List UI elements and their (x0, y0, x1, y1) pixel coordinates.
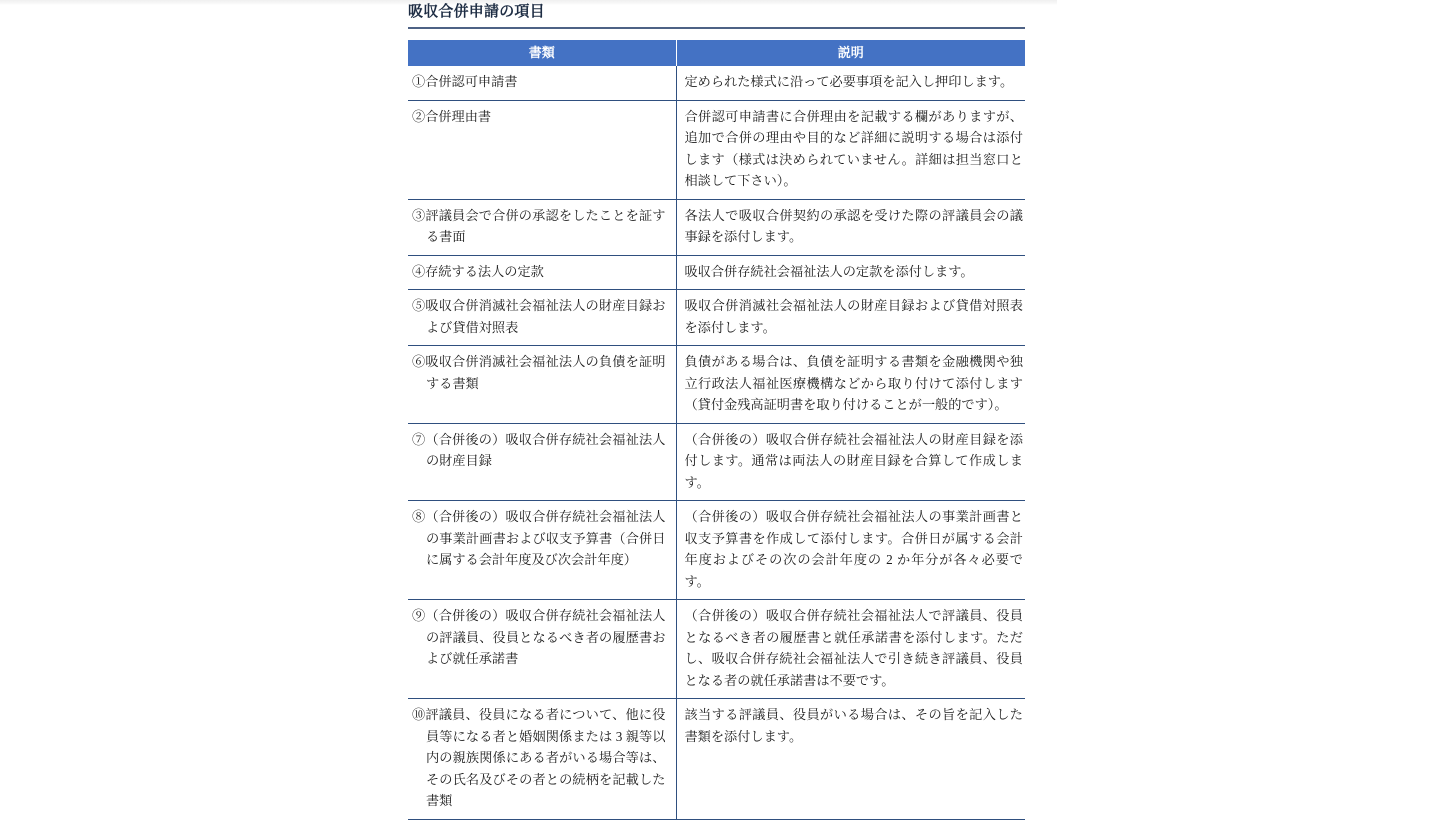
cell-description (676, 501, 1025, 600)
table-row (408, 100, 1025, 199)
cell-description (676, 423, 1025, 501)
description-text: 各法人で吸収合併契約の承認を受けた際の評議員会の議事録を添付します。 (684, 207, 1023, 244)
description-text: 定められた様式に沿って必要事項を記入し押印します。 (684, 74, 1014, 89)
table-row (408, 346, 1025, 424)
cell-description (676, 100, 1025, 199)
table-row (408, 66, 1025, 100)
document-name-text: ⑩評議員、役員になる者について、他に役員等になる者と婚姻関係または 3 親等以内の親族関係にある者がいる場合等は、その氏名及びその者との続柄を記載した書類 (412, 707, 666, 808)
description-text: 吸収合併消滅社会福祉法人の財産目録および貸借対照表を添付します。 (684, 298, 1023, 335)
cell-document (408, 600, 676, 699)
cell-document (408, 423, 676, 501)
table-row (408, 501, 1025, 600)
document-name-text: ⑤吸収合併消滅社会福祉法人の財産目録および貸借対照表 (412, 298, 666, 335)
cell-document (408, 501, 676, 600)
table-header-row (408, 40, 1025, 66)
column-header-document: 書類 (408, 40, 676, 66)
description-text: （合併後の）吸収合併存続社会福祉法人で評議員、役員となるべき者の履歴書と就任承諾書を添付します。ただし、吸収合併存続社会福祉法人で引き続き評議員、役員となる者の就任承諾書は不要です。 (684, 608, 1023, 688)
cell-description (676, 699, 1025, 820)
table-row (408, 699, 1025, 820)
title-divider (408, 27, 1025, 29)
cell-description (676, 346, 1025, 424)
cell-document (408, 66, 676, 100)
cell-document (408, 290, 676, 346)
cell-document (408, 100, 676, 199)
document-name-text: ⑧（合併後の）吸収合併存続社会福祉法人の事業計画書および収支予算書（合併日に属する会計年度及び次会計年度） (412, 509, 666, 567)
cell-description (676, 199, 1025, 255)
document-name-text: ⑦（合併後の）吸収合併存続社会福祉法人の財産目録 (412, 431, 666, 468)
table-row (408, 290, 1025, 346)
description-text: （合併後の）吸収合併存続社会福祉法人の財産目録を添付します。通常は両法人の財産目録を合算して作成します。 (684, 431, 1023, 490)
description-text: 吸収合併存続社会福祉法人の定款を添付します。 (684, 263, 974, 279)
cell-document (408, 346, 676, 424)
document-name-text: ⑨（合併後の）吸収合併存続社会福祉法人の評議員、役員となるべき者の履歴書および就任承諾書 (412, 608, 666, 666)
description-text: 負債がある場合は、負債を証明する書類を金融機関や独立行政法人福祉医療機構などから取り付けて添付します（貸付金残高証明書を取り付けることが一般的です）。 (684, 354, 1023, 412)
table-body (408, 66, 1025, 819)
table-row (408, 199, 1025, 255)
description-text: （合併後の）吸収合併存続社会福祉法人の事業計画書と収支予算書を作成して添付します。合併日が属する会計年度およびその次の会計年度の 2 か年分が各々必要です。 (684, 509, 1023, 589)
document-name-text: ④存続する法人の定款 (412, 263, 544, 279)
document-name-text: ①合併認可申請書 (412, 74, 518, 89)
document-name-text: ②合併理由書 (412, 108, 492, 124)
description-text: 合併認可申請書に合併理由を記載する欄がありますが、追加で合併の理由や目的など詳細に説明する場合は添付します（様式は決められていません。詳細は担当窓口と相談して下さい）。 (684, 108, 1023, 188)
table-row (408, 423, 1025, 501)
table-header (408, 40, 1025, 66)
cell-description (676, 255, 1025, 290)
application-items-table (408, 40, 1025, 820)
table-row (408, 600, 1025, 699)
cell-document (408, 255, 676, 290)
cell-description (676, 600, 1025, 699)
document-name-text: ⑥吸収合併消滅社会福祉法人の負債を証明する書類 (412, 354, 666, 391)
document-page (408, 0, 1025, 820)
table-row (408, 255, 1025, 290)
cell-document (408, 699, 676, 820)
column-header-description: 説明 (676, 40, 1025, 66)
page-title: 吸収合併申請の項目 (408, 3, 545, 20)
cell-description (676, 290, 1025, 346)
description-text: 該当する評議員、役員がいる場合は、その旨を記入した書類を添付します。 (684, 707, 1023, 744)
document-name-text: ③評議員会で合併の承認をしたことを証する書面 (412, 207, 666, 244)
cell-document (408, 199, 676, 255)
cell-description (676, 66, 1025, 100)
